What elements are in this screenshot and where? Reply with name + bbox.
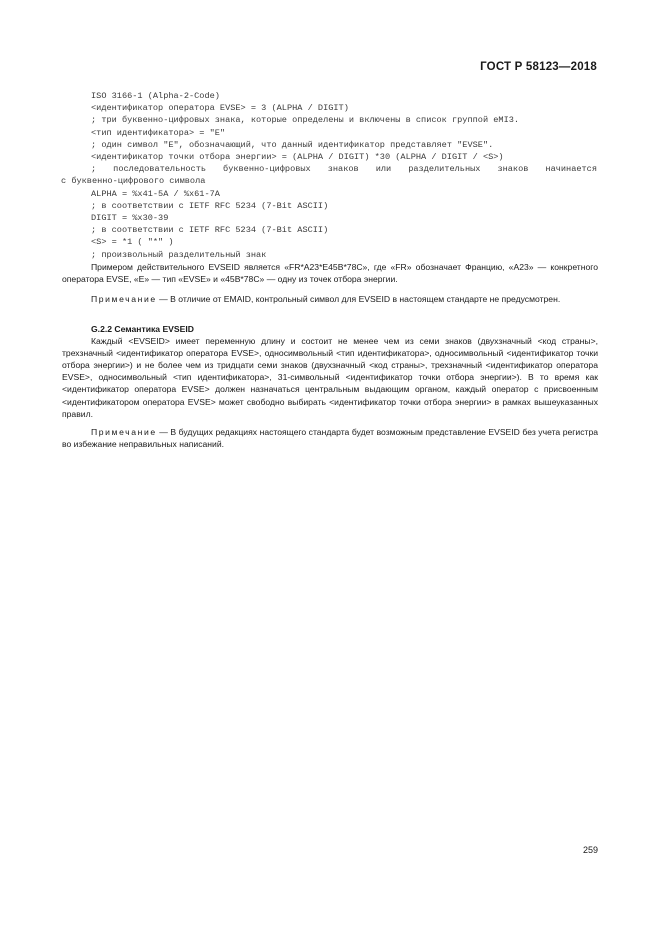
code-line: ; произвольный разделительный знак — [91, 249, 267, 260]
note-2 — [62, 426, 598, 450]
code-line: <идентификатор оператора EVSE> = 3 (ALPHA / DIGIT) — [91, 103, 349, 114]
note-dash: — — [156, 294, 171, 304]
code-line: <идентификатор точки отбора энергии> = (ALPHA / DIGIT) *30 (ALPHA / DIGIT / <S>) — [91, 152, 504, 163]
note-1 — [62, 293, 598, 305]
section-title: G.2.2 Семантика EVSEID — [91, 324, 194, 334]
abnf-code-block — [61, 90, 611, 261]
code-line: ALPHA = %x41-5A / %x61-7A — [91, 188, 220, 199]
note-dash: — — [156, 427, 171, 437]
code-line: ; последовательность буквенно-цифровых знаков или разделительных знаков начинается — [91, 164, 597, 175]
semantics-paragraph: Каждый <EVSEID> имеет переменную длину и состоит не менее чем из семи знаков (двухзначный <код страны>, трехзначный <идентификатор оператора EVSE>, односимвольный <тип идентификатора>, односимвольный <идентификатор точки отбора энергии>) и не более чем из тридцати семи знаков (двухзначный <код страны>, трехзначный <идентификатор оператора EVSE>, односимвольный <тип идентификатора>, 31-символьный <идентификатор точки отбора энергии>). В то время как <идентификатор оператора EVSE> должен назначаться центральным выдающим органом, каждый оператор с присвоенным <идентификатором оператора EVSE> может свободно выбирать <идентификатор точки отбора энергии> в рамках вышеуказанных правил. — [62, 336, 598, 419]
code-line: ISO 3166-1 (Alpha-2-Code) — [91, 91, 220, 101]
code-line: DIGIT = %x30-39 — [91, 213, 169, 224]
code-line: ; три буквенно-цифровых знака, которые определены и включены в список группой eMI3. — [91, 115, 520, 126]
section-g22 — [62, 323, 598, 420]
code-line: ; в соответствии с IETF RFC 5234 (7-Bit ASCII) — [91, 225, 329, 236]
note-text: В будущих редакциях настоящего стандарта будет возможным представление EVSEID без учета регистра во избежание неправильных написаний. — [62, 427, 599, 450]
note-label: Примечание — [91, 427, 157, 437]
example-paragraph: Примером действительного EVSEID является «FR*A23*E45B*78C», где «FR» обозначает Францию, «A23» — конкретного оператора EVSE, «E» — тип «EVSE» и «45B*78C» — одну из точек отбора энергии. — [62, 262, 598, 285]
standard-header: ГОСТ Р 58123—2018 — [480, 61, 597, 73]
code-line: с буквенно-цифрового символа — [61, 176, 206, 187]
code-line: <тип идентификатора> = "E" — [91, 127, 226, 138]
note-label: Примечание — [91, 294, 157, 304]
example-paragraph-block — [62, 261, 598, 285]
page-number: 259 — [582, 845, 598, 855]
note-text: В отличие от EMAID, контрольный символ для EVSEID в настоящем стандарте не предусмотрен. — [170, 294, 561, 304]
code-line: ; в соответствии с IETF RFC 5234 (7-Bit ASCII) — [91, 200, 329, 211]
code-line: <S> = *1 ( "*" ) — [91, 237, 174, 248]
code-line: ; один символ "E", обозначающий, что данный идентификатор представляет "EVSE". — [91, 139, 494, 150]
